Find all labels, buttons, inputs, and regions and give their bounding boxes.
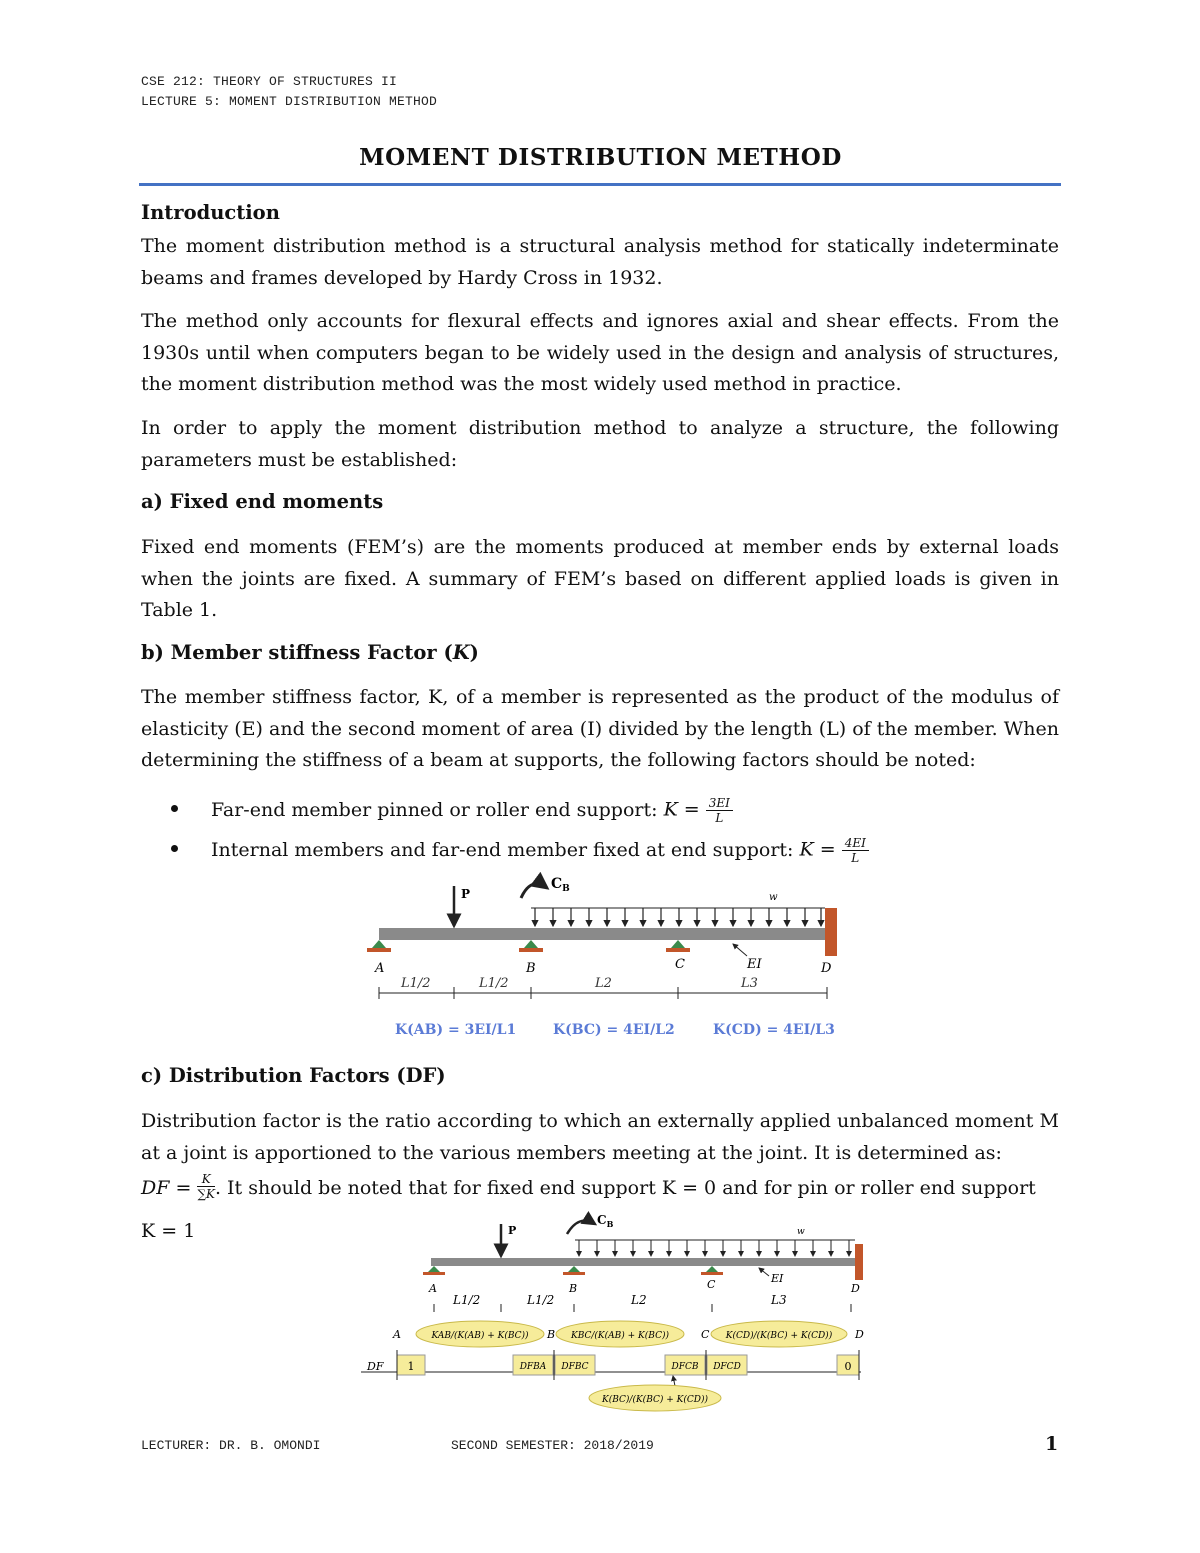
df-oval-ab-text: KAB/(K(AB) + K(BC)) bbox=[431, 1331, 529, 1341]
fixed-support-d bbox=[855, 1244, 863, 1280]
intro-paragraph-1: The moment distribution method is a structural analysis method for statically indeterminate beams and frames developed by Hardy Cross in 1932. bbox=[141, 235, 1059, 289]
intro-heading: Introduction bbox=[141, 201, 280, 224]
load-p-label: P bbox=[508, 1224, 517, 1237]
section-b-body: The member stiffness factor, K, of a member is represented as the product of the modulus of elasticity (E) and the second moment of area (I) divided by the length (L) of the member. When determining the stiffness of a beam at supports, the following factors should be noted: bbox=[141, 686, 1059, 771]
support-b bbox=[519, 940, 543, 952]
dim-l2: L2 bbox=[595, 976, 612, 991]
df-row-label: DF bbox=[367, 1360, 384, 1373]
support-b-label: B bbox=[526, 961, 536, 976]
distributed-load-arrows bbox=[535, 908, 821, 926]
svg-text:D: D bbox=[855, 1328, 864, 1341]
svg-text:B: B bbox=[547, 1328, 556, 1341]
stiffness-fraction-4ei: $\frac{4EI}{L}$ bbox=[842, 836, 869, 865]
dim-l2: L2 bbox=[631, 1293, 647, 1307]
load-w-label: w bbox=[797, 1227, 805, 1237]
dim-l1-half-b: L1/2 bbox=[527, 1293, 555, 1307]
stiffness-ab-label: K(AB) = 3EI/L1 bbox=[395, 1022, 517, 1038]
section-b-heading: b) Member stiffness Factor (K) bbox=[141, 641, 479, 664]
dim-l1-half-b: L1/2 bbox=[479, 976, 509, 991]
support-c-label: C bbox=[707, 1278, 716, 1291]
df-cell-a-text: 1 bbox=[407, 1360, 415, 1373]
df-cell-bc-text: DFBC bbox=[561, 1362, 589, 1372]
intro-paragraph-2: The method only accounts for flexural effects and ignores axial and shear effects. From the 1930s until when computers began to be widely used in the design and analysis of structures, the moment distribution method was the most widely used method in practice. bbox=[141, 310, 1059, 395]
ei-label: EI bbox=[771, 1272, 784, 1285]
df-cell-d-text: 0 bbox=[844, 1360, 852, 1373]
support-c-label: C bbox=[675, 957, 685, 972]
support-b-label: B bbox=[569, 1282, 578, 1295]
title-divider bbox=[139, 183, 1061, 186]
beam-stiffness-figure bbox=[355, 868, 855, 1048]
stiffness-bullet-pinned: Far-end member pinned or roller end support: K = $\frac{3EI}{L}$ bbox=[171, 796, 733, 825]
lecture-header: LECTURE 5: MOMENT DISTRIBUTION METHOD bbox=[141, 94, 438, 109]
stiffness-cd-label: K(CD) = 4EI/L3 bbox=[713, 1022, 835, 1038]
footer-lecturer: LECTURER: DR. B. OMONDI bbox=[141, 1438, 321, 1453]
beam bbox=[431, 1258, 861, 1266]
df-oval-cb-text: K(BC)/(K(BC) + K(CD)) bbox=[602, 1395, 708, 1405]
support-a-label: A bbox=[375, 961, 385, 976]
page-number: 1 bbox=[1045, 1433, 1059, 1455]
df-cell-cd-text: DFCD bbox=[713, 1362, 741, 1372]
df-oval-cd-text: K(CD)/(K(BC) + K(CD)) bbox=[725, 1331, 833, 1341]
section-c-heading: c) Distribution Factors (DF) bbox=[141, 1064, 446, 1087]
dim-l3: L3 bbox=[771, 1293, 787, 1307]
section-c-body: Distribution factor is the ratio according to which an externally applied unbalanced moment M at a joint is apportioned to the various members meeting at the joint. It is determined as: bbox=[141, 1110, 1059, 1164]
section-a-heading: a) Fixed end moments bbox=[141, 490, 384, 513]
ei-label: EI bbox=[747, 957, 762, 972]
footer-semester: SECOND SEMESTER: 2018/2019 bbox=[451, 1438, 654, 1453]
df-cell-ba-text: DFBA bbox=[519, 1362, 547, 1372]
df-oval-bc-text: KBC/(K(AB) + K(BC)) bbox=[571, 1331, 669, 1341]
support-d-label: D bbox=[821, 961, 832, 976]
support-b bbox=[563, 1266, 585, 1275]
df-fraction: $\frac{K}{\sum K}$ bbox=[197, 1172, 215, 1201]
distributed-load-arrows bbox=[579, 1240, 849, 1256]
load-p-label: P bbox=[461, 887, 471, 901]
svg-text:A: A bbox=[393, 1328, 401, 1341]
beam bbox=[379, 928, 827, 940]
distribution-factor-figure bbox=[355, 1210, 875, 1420]
page-title: MOMENT DISTRIBUTION METHOD bbox=[359, 144, 842, 171]
load-w-label: w bbox=[769, 892, 778, 903]
svg-text:C: C bbox=[701, 1328, 710, 1341]
df-formula-line: DF = $\frac{K}{\sum K}$ . It should be noted that for fixed end support K = 0 and for pin or roller end support bbox=[141, 1172, 1036, 1201]
support-d-label: D bbox=[851, 1282, 860, 1295]
dim-l1-half-a: L1/2 bbox=[401, 976, 431, 991]
moment-cb-label: $C_B$ bbox=[597, 1213, 614, 1229]
section-a-body: Fixed end moments (FEM’s) are the moments produced at member ends by external loads when the joints are fixed. A summary of FEM’s based on different applied loads is given in Table 1. bbox=[141, 536, 1059, 621]
course-header: CSE 212: THEORY OF STRUCTURES II bbox=[141, 74, 398, 89]
df-cell-cb-text: DFCB bbox=[671, 1362, 699, 1372]
support-a-label: A bbox=[429, 1282, 437, 1295]
support-c bbox=[701, 1266, 723, 1275]
support-a bbox=[367, 940, 391, 952]
stiffness-bc-label: K(BC) = 4EI/L2 bbox=[553, 1022, 675, 1038]
support-c bbox=[666, 940, 690, 952]
stiffness-fraction-3ei: $\frac{3EI}{L}$ bbox=[706, 796, 733, 825]
moment-arrow bbox=[567, 1221, 595, 1234]
k-equals-one: K = 1 bbox=[141, 1220, 196, 1242]
intro-paragraph-3: In order to apply the moment distribution method to analyze a structure, the following parameters must be established: bbox=[141, 417, 1059, 471]
dim-l1-half-a: L1/2 bbox=[453, 1293, 481, 1307]
support-a bbox=[423, 1266, 445, 1275]
moment-cb-label: $C_B$ bbox=[551, 876, 570, 894]
moment-arrow bbox=[521, 884, 547, 898]
dim-l3: L3 bbox=[741, 976, 758, 991]
stiffness-bullet-fixed: Internal members and far-end member fixed at end support: K = $\frac{4EI}{L}$ bbox=[171, 836, 869, 865]
fixed-support-d bbox=[825, 908, 837, 956]
